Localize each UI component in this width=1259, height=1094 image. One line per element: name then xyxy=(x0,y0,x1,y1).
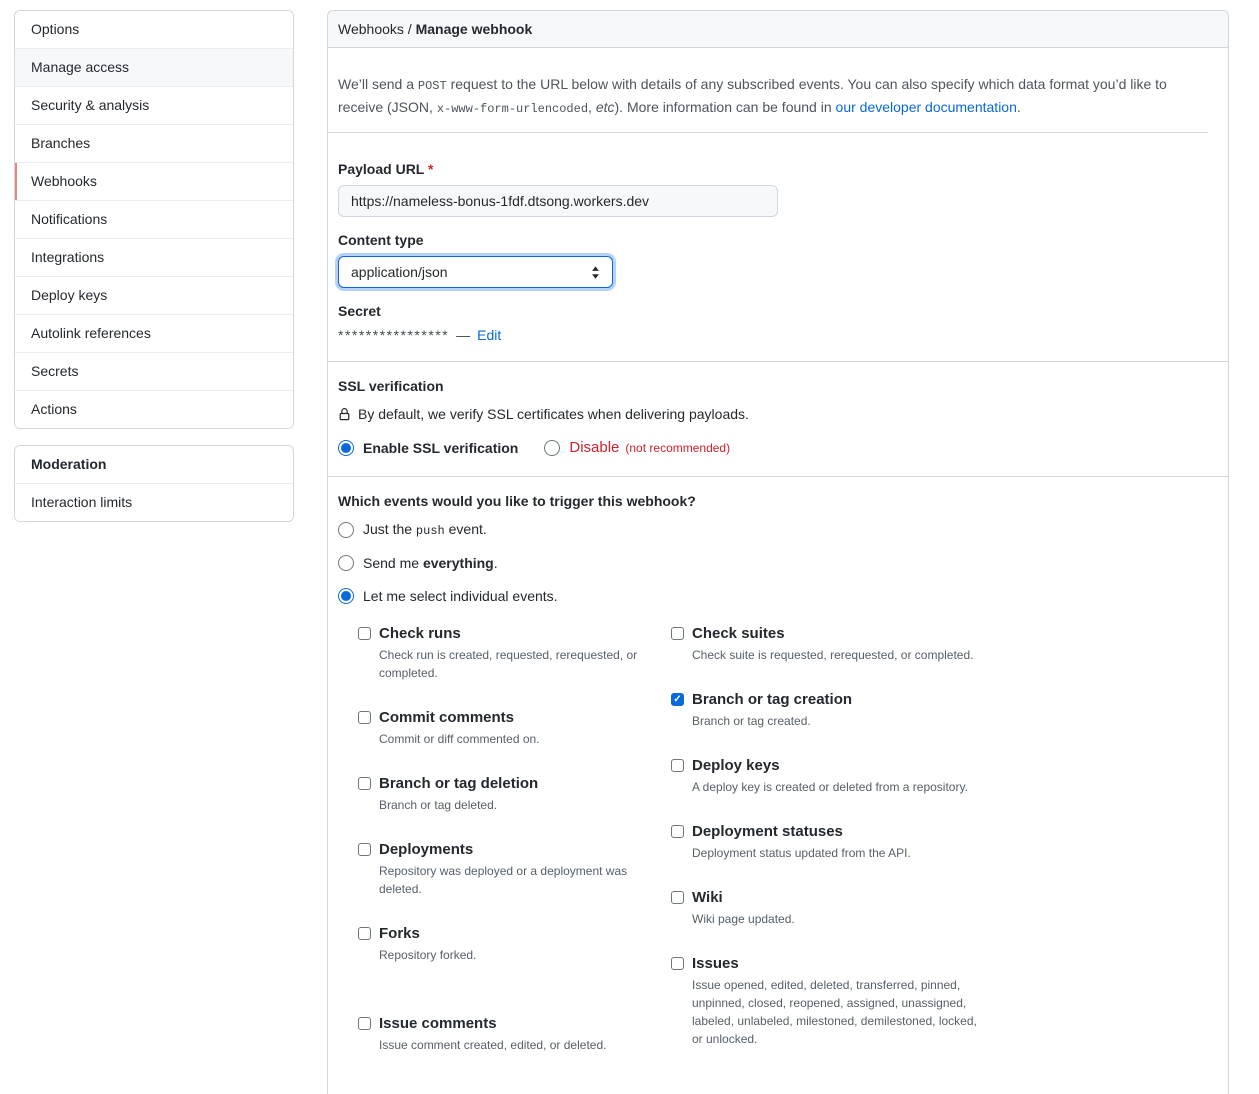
required-asterisk: * xyxy=(428,161,434,177)
radio-icon[interactable] xyxy=(338,522,354,538)
event-title: Check runs xyxy=(379,625,461,642)
event-title: Deployment statuses xyxy=(692,823,843,840)
event-checkbox[interactable] xyxy=(358,843,371,856)
radio-icon[interactable] xyxy=(338,555,354,571)
event-column-right xyxy=(671,624,1001,1080)
event-title: Commit comments xyxy=(379,709,515,726)
event-title: Issue comments xyxy=(379,1015,497,1032)
event-description: Check run is created, requested, rerequested, or completed. xyxy=(379,648,638,680)
secret-masked-value: **************** xyxy=(338,327,450,343)
event-title: Check suites xyxy=(692,625,785,642)
event-title: Branch or tag deletion xyxy=(379,775,539,792)
radio-icon[interactable] xyxy=(338,588,354,604)
trigger-option-send-me-everything[interactable]: Send me everything. xyxy=(338,555,1218,571)
sidebar-item-actions[interactable]: Actions xyxy=(15,391,293,428)
settings-sidebar xyxy=(14,10,294,522)
event-description: Repository was deployed or a deployment was deleted. xyxy=(379,864,628,896)
radio-selected-icon[interactable] xyxy=(338,440,354,456)
event-column-left xyxy=(358,624,671,1080)
ssl-heading: SSL verification xyxy=(338,378,444,394)
event-deploy-keys xyxy=(671,756,1001,796)
event-deployments xyxy=(358,840,671,898)
sidebar-item-notifications[interactable]: Notifications xyxy=(15,201,293,239)
sidebar-item-options[interactable]: Options xyxy=(15,11,293,49)
sidebar-item-autolink-references[interactable]: Autolink references xyxy=(15,315,293,353)
events-section xyxy=(328,477,1228,1094)
post-code: POST xyxy=(417,79,447,93)
event-branch-or-tag-deletion xyxy=(358,774,671,814)
sidebar-item-deploy-keys[interactable]: Deploy keys xyxy=(15,277,293,315)
event-commit-comments xyxy=(358,708,671,748)
ssl-verification-section xyxy=(328,362,1228,477)
event-description: Wiki page updated. xyxy=(692,912,795,926)
event-description: A deploy key is created or deleted from a repository. xyxy=(692,780,968,794)
sidebar-item-webhooks[interactable]: Webhooks xyxy=(15,163,293,201)
event-checkbox[interactable] xyxy=(358,1017,371,1030)
radio-unselected-icon[interactable] xyxy=(544,440,560,456)
secret-label: Secret xyxy=(338,303,381,319)
payload-url-label: Payload URL * xyxy=(338,161,434,177)
event-title: Forks xyxy=(379,925,420,942)
lock-icon xyxy=(338,408,351,421)
event-checkbox-grid xyxy=(358,624,1218,1080)
ssl-enable-radio[interactable]: Enable SSL verification xyxy=(338,440,518,456)
event-title: Branch or tag creation xyxy=(692,691,853,708)
event-description: Deployment status updated from the API. xyxy=(692,846,911,860)
event-branch-or-tag-creation xyxy=(671,690,1001,730)
trigger-option-let-me-select-individual-events[interactable]: Let me select individual events. xyxy=(338,588,1218,604)
event-wiki xyxy=(671,888,1001,928)
event-title: Wiki xyxy=(692,889,723,906)
content-type-select[interactable] xyxy=(338,256,613,288)
event-check-suites xyxy=(671,624,1001,664)
event-checkbox[interactable] xyxy=(671,957,684,970)
sidebar-item-integrations[interactable]: Integrations xyxy=(15,239,293,277)
sidebar-item-security-analysis[interactable]: Security & analysis xyxy=(15,87,293,125)
event-checkbox[interactable] xyxy=(671,759,684,772)
sidebar-item-branches[interactable]: Branches xyxy=(15,125,293,163)
ssl-radio-group xyxy=(338,439,1218,456)
event-checkbox[interactable] xyxy=(671,693,684,706)
sidebar-item-secrets[interactable]: Secrets xyxy=(15,353,293,391)
sidebar-item-manage-access[interactable]: Manage access xyxy=(15,49,293,87)
content-type-label: Content type xyxy=(338,232,424,248)
event-description: Check suite is requested, rerequested, or completed. xyxy=(692,648,974,662)
content-type-selected-value: application/json xyxy=(351,264,448,280)
event-title: Deployments xyxy=(379,841,474,858)
settings-nav xyxy=(14,10,294,429)
secret-edit-link[interactable]: Edit xyxy=(477,327,502,343)
event-description: Branch or tag deleted. xyxy=(379,798,498,812)
breadcrumb-separator: / xyxy=(403,21,416,37)
event-issue-comments xyxy=(358,1014,671,1054)
event-checkbox[interactable] xyxy=(358,627,371,640)
event-checkbox[interactable] xyxy=(358,777,371,790)
event-description: Branch or tag created. xyxy=(692,714,811,728)
secret-field xyxy=(338,303,1218,343)
content-type-field xyxy=(338,232,1218,288)
event-description: Issue comment created, edited, or deleted. xyxy=(379,1038,607,1052)
event-description: Commit or diff commented on. xyxy=(379,732,540,746)
event-description: Issue opened, edited, deleted, transferred, pinned, unpinned, closed, reopened, assigned, unassigned, labeled, unlabeled, milestoned, demilestoned, locked, or unlocked. xyxy=(692,978,977,1046)
event-trigger-options xyxy=(338,521,1218,604)
event-checkbox[interactable] xyxy=(358,711,371,724)
event-deployment-statuses xyxy=(671,822,1001,862)
select-caret-icon xyxy=(591,265,600,280)
payload-url-field xyxy=(338,161,1218,217)
trigger-option-just-the-push-event[interactable]: Just the push event. xyxy=(338,521,1218,538)
breadcrumb-webhooks-link[interactable]: Webhooks xyxy=(338,21,404,37)
secret-separator: — xyxy=(456,327,471,343)
event-checkbox[interactable] xyxy=(671,627,684,640)
moderation-section-header: Moderation xyxy=(15,446,293,484)
event-checkbox[interactable] xyxy=(671,891,684,904)
payload-url-input[interactable] xyxy=(338,185,778,217)
event-checkbox[interactable] xyxy=(358,927,371,940)
event-checkbox[interactable] xyxy=(671,825,684,838)
event-check-runs xyxy=(358,624,671,682)
ssl-note: By default, we verify SSL certificates when delivering payloads. xyxy=(338,406,1218,422)
sidebar-item-interaction-limits[interactable]: Interaction limits xyxy=(15,484,293,521)
event-forks xyxy=(358,924,671,964)
urlencoded-code: x-www-form-urlencoded xyxy=(436,102,589,116)
ssl-disable-radio[interactable]: Disable (not recommended) xyxy=(544,439,730,456)
event-title: Deploy keys xyxy=(692,757,780,774)
webhook-intro-text: We’ll send a POST request to the URL below with details of any subscribed events. You can also specify which data format you’d like to receive (JSON, x-www-form-urlencoded, etc). More information can be found in our developer documentation. xyxy=(328,62,1208,133)
event-issues xyxy=(671,954,1001,1048)
breadcrumb-current: Manage webhook xyxy=(415,21,533,37)
event-description: Repository forked. xyxy=(379,948,477,962)
event-title: Issues xyxy=(692,955,739,972)
developer-documentation-link[interactable]: our developer documentation xyxy=(835,99,1017,115)
breadcrumb xyxy=(328,11,1228,48)
events-question: Which events would you like to trigger this webhook? xyxy=(338,493,696,509)
webhook-form-section xyxy=(328,147,1228,362)
moderation-nav xyxy=(14,445,294,522)
manage-webhook-panel xyxy=(327,10,1229,1094)
